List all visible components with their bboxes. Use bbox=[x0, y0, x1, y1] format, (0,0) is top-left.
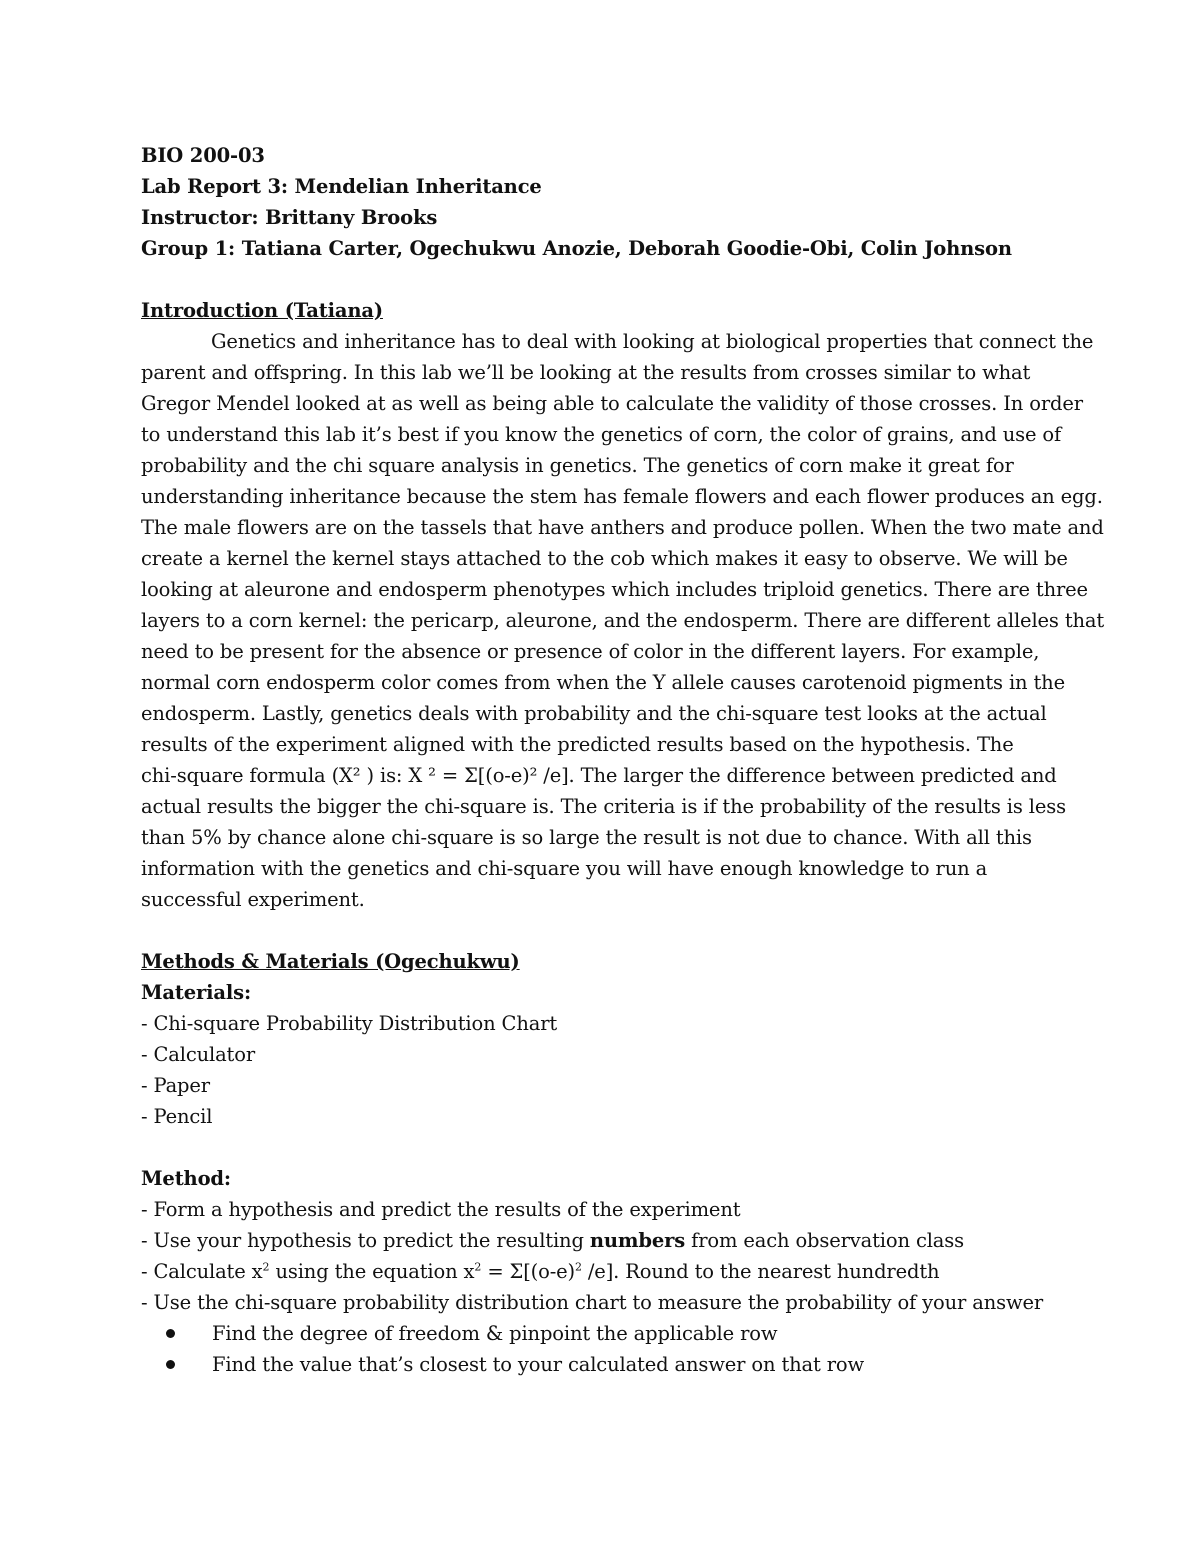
superscript: 2 bbox=[262, 1260, 270, 1274]
method-step bbox=[141, 1225, 1066, 1256]
materials-heading: Materials: bbox=[141, 981, 252, 1004]
intro-line: successful experiment. bbox=[141, 888, 365, 911]
intro-line: understanding inheritance because the stem has female flowers and each flower produces an egg. bbox=[141, 485, 1103, 508]
introduction-heading: Introduction (Tatiana) bbox=[141, 299, 383, 322]
bullet-dot-icon bbox=[166, 1329, 175, 1338]
method-step: - Use the chi-square probability distribution chart to measure the probability of your answer bbox=[141, 1291, 1044, 1314]
intro-line: The male flowers are on the tassels that have anthers and produce pollen. When the two mate and bbox=[141, 516, 1104, 539]
document-page bbox=[141, 140, 1105, 1380]
method-heading: Method: bbox=[141, 1167, 231, 1190]
intro-line: to understand this lab it’s best if you know the genetics of corn, the color of grains, and use of bbox=[141, 423, 1062, 446]
instructor-line: Instructor: Brittany Brooks bbox=[141, 206, 438, 229]
method-step-text: from each observation class bbox=[685, 1229, 964, 1252]
intro-line: normal corn endosperm color comes from when the Y allele causes carotenoid pigments in the bbox=[141, 671, 1065, 694]
method-step-text: /e]. Round to the nearest hundredth bbox=[581, 1260, 940, 1283]
method-step bbox=[141, 1256, 1066, 1287]
method-step-text: = Σ[(o-e) bbox=[481, 1260, 575, 1283]
intro-line: actual results the bigger the chi-square is. The criteria is if the probability of the results is less bbox=[141, 795, 1066, 818]
method-step-text: using the equation x bbox=[269, 1260, 475, 1283]
intro-line: than 5% by chance alone chi-square is so large the result is not due to chance. With all this bbox=[141, 826, 1032, 849]
intro-line: probability and the chi square analysis in genetics. The genetics of corn make it great for bbox=[141, 454, 1014, 477]
bullet-text: Find the value that’s closest to your calculated answer on that row bbox=[212, 1353, 865, 1376]
intro-line: Genetics and inheritance has to deal with looking at biological properties that connect the bbox=[211, 330, 1094, 353]
bullet-item bbox=[141, 1349, 1066, 1380]
intro-line: chi-square formula (X² ) is: X ² = Σ[(o-e)² /e]. The larger the difference between predicted and bbox=[141, 764, 1057, 787]
report-title: Lab Report 3: Mendelian Inheritance bbox=[141, 175, 542, 198]
intro-line: need to be present for the absence or presence of color in the different layers. For example, bbox=[141, 640, 1040, 663]
bullet-item bbox=[141, 1318, 1066, 1349]
material-item: - Calculator bbox=[141, 1043, 256, 1066]
intro-line: parent and offspring. In this lab we’ll be looking at the results from crosses similar to what bbox=[141, 361, 1031, 384]
method-step: - Form a hypothesis and predict the results of the experiment bbox=[141, 1198, 741, 1221]
material-item: - Pencil bbox=[141, 1105, 213, 1128]
method-step-emphasis: numbers bbox=[589, 1229, 686, 1252]
intro-line: results of the experiment aligned with the predicted results based on the hypothesis. The bbox=[141, 733, 1014, 756]
methods-heading: Methods & Materials (Ogechukwu) bbox=[141, 950, 520, 973]
intro-line: looking at aleurone and endosperm phenotypes which includes triploid genetics. There are three bbox=[141, 578, 1088, 601]
intro-line: endosperm. Lastly, genetics deals with probability and the chi-square test looks at the actual bbox=[141, 702, 1047, 725]
spacer bbox=[141, 264, 1066, 295]
bullet-text: Find the degree of freedom & pinpoint the applicable row bbox=[212, 1322, 778, 1345]
material-item: - Chi-square Probability Distribution Chart bbox=[141, 1012, 558, 1035]
spacer bbox=[141, 915, 1066, 946]
intro-line: layers to a corn kernel: the pericarp, aleurone, and the endosperm. There are different alleles that bbox=[141, 609, 1105, 632]
intro-line: information with the genetics and chi-square you will have enough knowledge to run a bbox=[141, 857, 988, 880]
group-line: Group 1: Tatiana Carter, Ogechukwu Anozie, Deborah Goodie-Obi, Colin Johnson bbox=[141, 237, 1012, 260]
bullet-dot-icon bbox=[166, 1360, 175, 1369]
superscript: 2 bbox=[474, 1260, 482, 1274]
spacer bbox=[141, 1132, 1066, 1163]
method-step-text: - Use your hypothesis to predict the resulting bbox=[141, 1229, 590, 1252]
superscript: 2 bbox=[574, 1260, 582, 1274]
method-step-text: - Calculate x bbox=[141, 1260, 263, 1283]
introduction-paragraph bbox=[141, 326, 1105, 915]
intro-line: Gregor Mendel looked at as well as being able to calculate the validity of those crosses. In order bbox=[141, 392, 1083, 415]
course-code: BIO 200-03 bbox=[141, 144, 265, 167]
intro-line: create a kernel the kernel stays attached to the cob which makes it easy to observe. We will be bbox=[141, 547, 1068, 570]
material-item: - Paper bbox=[141, 1074, 210, 1097]
